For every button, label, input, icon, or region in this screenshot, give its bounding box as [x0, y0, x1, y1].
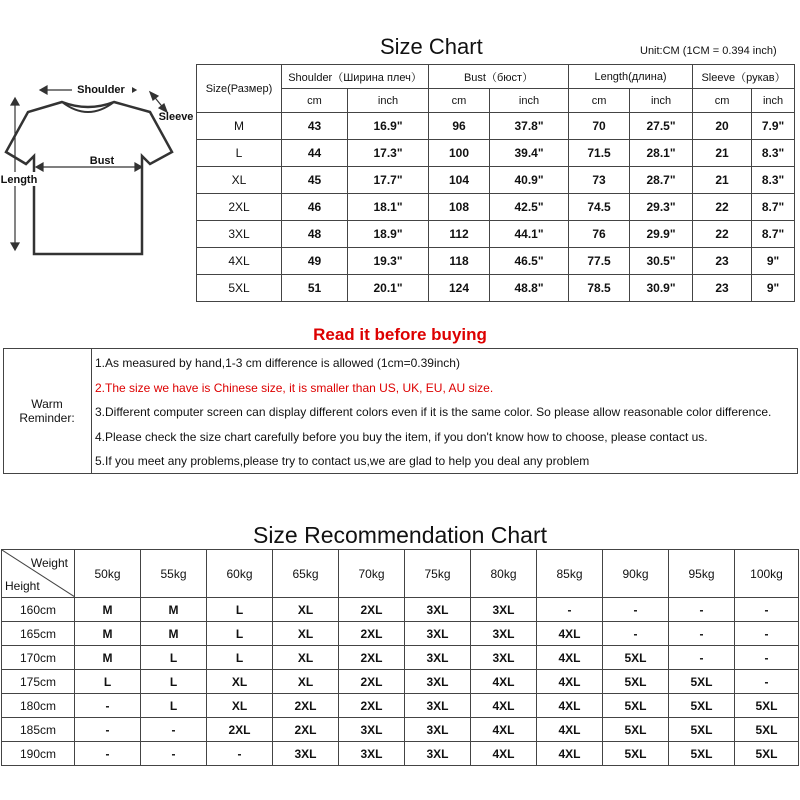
measurement-cell: 20: [693, 113, 752, 140]
recommended-size-cell: 5XL: [669, 694, 735, 718]
recommended-size-cell: -: [735, 646, 799, 670]
measurement-cell: 112: [429, 221, 490, 248]
measurement-cell: 18.9": [348, 221, 429, 248]
recommended-size-cell: L: [141, 670, 207, 694]
recommended-size-cell: 3XL: [273, 742, 339, 766]
height-cell: 165cm: [2, 622, 75, 646]
recommended-size-cell: -: [141, 742, 207, 766]
recommended-size-cell: -: [735, 670, 799, 694]
size-chart-title: Size Chart: [380, 34, 483, 59]
measurement-cell: 30.9": [630, 275, 693, 302]
recommended-size-cell: XL: [207, 670, 273, 694]
tshirt-diagram: [0, 64, 200, 274]
recommended-size-cell: M: [141, 598, 207, 622]
size-column-header: Size(Размер): [197, 65, 282, 113]
measurement-cell: 8.3": [752, 140, 795, 167]
measurement-cell: 9": [752, 275, 795, 302]
measurement-cell: 49: [282, 248, 348, 275]
size-chart-header-row: [197, 65, 795, 89]
recommended-size-cell: 4XL: [537, 742, 603, 766]
recommended-size-cell: M: [75, 622, 141, 646]
recommended-size-cell: -: [669, 622, 735, 646]
bust-header: Bust（бюст）: [429, 65, 569, 89]
recommended-size-cell: 3XL: [405, 694, 471, 718]
recommended-size-cell: -: [603, 622, 669, 646]
recommended-size-cell: L: [207, 598, 273, 622]
recommended-size-cell: XL: [273, 646, 339, 670]
recommended-size-cell: 3XL: [339, 742, 405, 766]
recommended-size-cell: 4XL: [537, 622, 603, 646]
unit-cell: inch: [490, 89, 569, 113]
recommended-size-cell: 4XL: [537, 670, 603, 694]
recommended-size-cell: XL: [273, 670, 339, 694]
length-label: Length: [0, 174, 38, 186]
recommended-size-cell: -: [735, 622, 799, 646]
recommended-size-cell: 4XL: [537, 694, 603, 718]
recommended-size-cell: L: [141, 694, 207, 718]
sleeve-arrow: [150, 92, 167, 112]
size-recommendation-title: Size Recommendation Chart: [252, 522, 548, 548]
weight-header-cell: 95kg: [669, 550, 735, 598]
measurement-cell: 70: [569, 113, 630, 140]
recommended-size-cell: M: [141, 622, 207, 646]
size-label-cell: 3XL: [197, 221, 282, 248]
recommended-size-cell: 4XL: [471, 742, 537, 766]
size-recommendation-table: [1, 549, 799, 766]
size-row: [197, 167, 795, 194]
recommendation-row: [2, 694, 799, 718]
weight-header-cell: 60kg: [207, 550, 273, 598]
recommended-size-cell: XL: [273, 622, 339, 646]
recommended-size-cell: 5XL: [669, 742, 735, 766]
weight-height-corner: [2, 550, 75, 598]
unit-cell: cm: [429, 89, 490, 113]
measurement-cell: 23: [693, 275, 752, 302]
measurement-cell: 76: [569, 221, 630, 248]
recommended-size-cell: L: [207, 622, 273, 646]
measurement-cell: 46: [282, 194, 348, 221]
measurement-cell: 20.1": [348, 275, 429, 302]
recommended-size-cell: 3XL: [405, 718, 471, 742]
recommended-size-cell: 3XL: [405, 670, 471, 694]
weight-corner-label: Weight: [30, 556, 68, 570]
recommended-size-cell: 5XL: [603, 742, 669, 766]
height-cell: 160cm: [2, 598, 75, 622]
measurement-cell: 8.3": [752, 167, 795, 194]
recommended-size-cell: XL: [273, 598, 339, 622]
recommended-size-cell: -: [735, 598, 799, 622]
recommended-size-cell: 2XL: [273, 718, 339, 742]
size-chart-unit-row: [197, 89, 795, 113]
recommended-size-cell: -: [669, 646, 735, 670]
measurement-cell: 39.4": [490, 140, 569, 167]
measurement-cell: 74.5: [569, 194, 630, 221]
shoulder-label: Shoulder: [77, 84, 125, 96]
measurement-cell: 118: [429, 248, 490, 275]
size-label-cell: M: [197, 113, 282, 140]
recommendation-row: [2, 598, 799, 622]
recommended-size-cell: -: [75, 742, 141, 766]
reminder-line: 4.Please check the size chart carefully before you buy the item, if you don't know how to choose, please contact us.: [95, 430, 708, 444]
measurement-cell: 77.5: [569, 248, 630, 275]
weight-header-cell: 85kg: [537, 550, 603, 598]
recommended-size-cell: 2XL: [207, 718, 273, 742]
recommended-size-cell: -: [537, 598, 603, 622]
shoulder-header: Shoulder（Ширина плеч）: [282, 65, 429, 89]
weight-header-cell: 50kg: [75, 550, 141, 598]
recommended-size-cell: 3XL: [405, 598, 471, 622]
weight-header-cell: 90kg: [603, 550, 669, 598]
size-row: [197, 194, 795, 221]
recommended-size-cell: L: [141, 646, 207, 670]
weight-header-cell: 65kg: [273, 550, 339, 598]
measurement-cell: 48: [282, 221, 348, 248]
measurement-cell: 9": [752, 248, 795, 275]
recommendation-row: [2, 646, 799, 670]
height-cell: 190cm: [2, 742, 75, 766]
recommended-size-cell: 5XL: [603, 694, 669, 718]
recommended-size-cell: 4XL: [537, 646, 603, 670]
measurement-cell: 73: [569, 167, 630, 194]
size-row: [197, 275, 795, 302]
sleeve-label: Sleeve: [158, 111, 194, 123]
size-label-cell: 2XL: [197, 194, 282, 221]
measurement-cell: 28.1": [630, 140, 693, 167]
recommended-size-cell: 3XL: [471, 646, 537, 670]
size-label-cell: 5XL: [197, 275, 282, 302]
recommended-size-cell: 5XL: [735, 694, 799, 718]
measurement-cell: 7.9": [752, 113, 795, 140]
measurement-cell: 44.1": [490, 221, 569, 248]
size-row: [197, 248, 795, 275]
measurement-cell: 21: [693, 167, 752, 194]
recommended-size-cell: 3XL: [471, 598, 537, 622]
unit-cell: cm: [569, 89, 630, 113]
measurement-cell: 48.8": [490, 275, 569, 302]
length-header: Length(длина): [569, 65, 693, 89]
recommended-size-cell: M: [75, 646, 141, 670]
read-before-buying-heading: Read it before buying: [313, 325, 487, 344]
bust-label: Bust: [89, 155, 115, 167]
measurement-cell: 43: [282, 113, 348, 140]
measurement-cell: 51: [282, 275, 348, 302]
recommended-size-cell: -: [75, 718, 141, 742]
unit-cell: cm: [282, 89, 348, 113]
recommended-size-cell: 5XL: [603, 646, 669, 670]
size-label-cell: L: [197, 140, 282, 167]
measurement-cell: 22: [693, 221, 752, 248]
measurement-cell: 28.7": [630, 167, 693, 194]
unit-cell: cm: [693, 89, 752, 113]
recommended-size-cell: 5XL: [735, 718, 799, 742]
measurement-cell: 100: [429, 140, 490, 167]
recommendation-row: [2, 670, 799, 694]
reminder-line: 5.If you meet any problems,please try to contact us,we are glad to help you deal any problem: [95, 454, 590, 468]
sleeve-header: Sleeve（рукав）: [693, 65, 795, 89]
measurement-cell: 21: [693, 140, 752, 167]
measurement-cell: 19.3": [348, 248, 429, 275]
recommended-size-cell: 2XL: [339, 670, 405, 694]
recommended-size-cell: 3XL: [405, 646, 471, 670]
recommended-size-cell: 4XL: [471, 694, 537, 718]
recommended-size-cell: M: [75, 598, 141, 622]
measurement-cell: 42.5": [490, 194, 569, 221]
size-label-cell: 4XL: [197, 248, 282, 275]
recommended-size-cell: 2XL: [339, 694, 405, 718]
weight-header-cell: 80kg: [471, 550, 537, 598]
unit-cell: inch: [630, 89, 693, 113]
height-cell: 175cm: [2, 670, 75, 694]
size-row: [197, 113, 795, 140]
recommended-size-cell: -: [207, 742, 273, 766]
recommended-size-cell: 5XL: [669, 670, 735, 694]
height-cell: 170cm: [2, 646, 75, 670]
measurement-cell: 23: [693, 248, 752, 275]
measurement-cell: 78.5: [569, 275, 630, 302]
size-row: [197, 140, 795, 167]
height-cell: 185cm: [2, 718, 75, 742]
recommended-size-cell: 2XL: [273, 694, 339, 718]
reminder-line: 3.Different computer screen can display different colors even if it is the same color. So please allow reasonable color difference.: [95, 405, 772, 419]
measurement-cell: 8.7": [752, 221, 795, 248]
reminder-line: 1.As measured by hand,1-3 cm difference is allowed (1cm=0.39inch): [95, 356, 460, 370]
measurement-cell: 71.5: [569, 140, 630, 167]
recommended-size-cell: 5XL: [603, 718, 669, 742]
measurement-cell: 37.8": [490, 113, 569, 140]
unit-cell: inch: [348, 89, 429, 113]
size-chart-table: [196, 64, 795, 302]
measurement-cell: 29.9": [630, 221, 693, 248]
measurement-cell: 17.7": [348, 167, 429, 194]
recommended-size-cell: 5XL: [669, 718, 735, 742]
warm-reminder-label: Warm Reminder:: [3, 348, 92, 474]
unit-note: Unit:CM (1CM = 0.394 inch): [640, 45, 777, 57]
measurement-cell: 46.5": [490, 248, 569, 275]
height-corner-label: Height: [5, 579, 40, 593]
weight-header-cell: 75kg: [405, 550, 471, 598]
measurement-cell: 40.9": [490, 167, 569, 194]
size-label-cell: XL: [197, 167, 282, 194]
recommended-size-cell: 3XL: [471, 622, 537, 646]
recommendation-row: [2, 718, 799, 742]
recommended-size-cell: 4XL: [471, 670, 537, 694]
measurement-cell: 108: [429, 194, 490, 221]
recommended-size-cell: 2XL: [339, 646, 405, 670]
height-cell: 180cm: [2, 694, 75, 718]
measurement-cell: 44: [282, 140, 348, 167]
measurement-cell: 104: [429, 167, 490, 194]
measurement-cell: 17.3": [348, 140, 429, 167]
recommended-size-cell: 5XL: [735, 742, 799, 766]
recommended-size-cell: -: [603, 598, 669, 622]
recommendation-row: [2, 622, 799, 646]
recommended-size-cell: XL: [207, 694, 273, 718]
recommendation-header-row: [2, 550, 799, 598]
recommended-size-cell: 3XL: [339, 718, 405, 742]
measurement-cell: 22: [693, 194, 752, 221]
measurement-cell: 18.1": [348, 194, 429, 221]
reminder-line: 2.The size we have is Chinese size, it is smaller than US, UK, EU, AU size.: [95, 381, 494, 395]
unit-cell: inch: [752, 89, 795, 113]
measurement-cell: 8.7": [752, 194, 795, 221]
recommendation-row: [2, 742, 799, 766]
recommended-size-cell: -: [75, 694, 141, 718]
recommended-size-cell: L: [75, 670, 141, 694]
measurement-cell: 16.9": [348, 113, 429, 140]
recommended-size-cell: 4XL: [537, 718, 603, 742]
weight-header-cell: 100kg: [735, 550, 799, 598]
recommended-size-cell: 3XL: [405, 622, 471, 646]
size-row: [197, 221, 795, 248]
measurement-cell: 30.5": [630, 248, 693, 275]
recommended-size-cell: 4XL: [471, 718, 537, 742]
recommended-size-cell: 2XL: [339, 598, 405, 622]
measurement-cell: 29.3": [630, 194, 693, 221]
weight-header-cell: 55kg: [141, 550, 207, 598]
recommended-size-cell: -: [141, 718, 207, 742]
recommended-size-cell: 5XL: [603, 670, 669, 694]
measurement-cell: 96: [429, 113, 490, 140]
measurement-cell: 45: [282, 167, 348, 194]
recommended-size-cell: 2XL: [339, 622, 405, 646]
measurement-cell: 124: [429, 275, 490, 302]
recommended-size-cell: L: [207, 646, 273, 670]
recommended-size-cell: -: [669, 598, 735, 622]
recommended-size-cell: 3XL: [405, 742, 471, 766]
measurement-cell: 27.5": [630, 113, 693, 140]
weight-header-cell: 70kg: [339, 550, 405, 598]
